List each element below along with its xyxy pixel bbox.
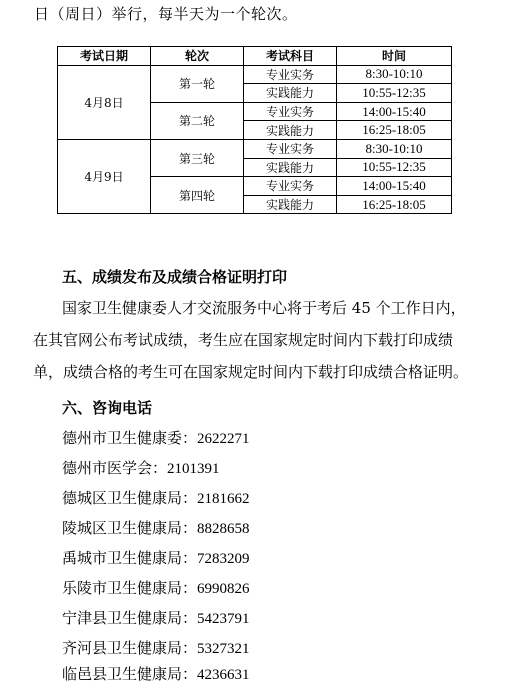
subject-cell: 专业实务: [244, 102, 337, 121]
table-row: [58, 65, 452, 84]
subject-cell: 专业实务: [244, 65, 337, 84]
contact-phone: 8828658: [197, 521, 250, 537]
contact-line: [62, 427, 250, 448]
contact-line: [62, 517, 250, 538]
contact-org: 齐河县卫生健康局：: [62, 639, 198, 657]
time-cell: 14:00-15:40: [337, 102, 452, 121]
contact-line: [62, 577, 250, 598]
section5-heading: 五、成绩发布及成绩合格证明打印: [62, 268, 288, 286]
contact-line: [62, 607, 250, 628]
contact-phone: 7283209: [197, 551, 250, 567]
time-cell: 14:00-15:40: [337, 177, 452, 196]
header-exam-date: 考试日期: [58, 47, 151, 66]
contact-line: [62, 457, 220, 478]
contact-org: 德州市医学会：: [62, 459, 168, 477]
subject-cell: 实践能力: [244, 84, 337, 103]
section5-paragraph-line: 在其官网公布考试成绩，考生应在国家规定时间内下载打印成绩: [33, 331, 454, 349]
contact-line: [62, 547, 250, 568]
contact-phone: 2101391: [167, 461, 220, 477]
contact-phone: 5327321: [197, 641, 250, 657]
intro-line: 日（周日）举行，每半天为一个轮次。: [34, 5, 298, 23]
time-cell: 16:25-18:05: [337, 121, 452, 140]
contact-line: [62, 637, 250, 658]
contact-org: 德城区卫生健康局：: [62, 489, 198, 507]
contact-org: 德州市卫生健康委：: [62, 429, 198, 447]
round-cell: 第四轮: [151, 177, 244, 214]
subject-cell: 专业实务: [244, 139, 337, 158]
header-round: 轮次: [151, 47, 244, 66]
subject-cell: 实践能力: [244, 121, 337, 140]
header-time: 时间: [337, 47, 452, 66]
contact-org: 陵城区卫生健康局：: [62, 519, 198, 537]
contact-org: 临邑县卫生健康局：: [62, 665, 198, 683]
header-subject: 考试科目: [244, 47, 337, 66]
section5-paragraph-line: 单，成绩合格的考生可在国家规定时间内下载打印成绩合格证明。: [33, 363, 469, 381]
table-row: [58, 139, 452, 158]
subject-cell: 实践能力: [244, 158, 337, 177]
contact-phone: 4236631: [197, 667, 250, 683]
time-cell: 10:55-12:35: [337, 84, 452, 103]
subject-cell: 专业实务: [244, 177, 337, 196]
section5-paragraph-line: 国家卫生健康委人才交流服务中心将于考后 45 个工作日内，: [62, 299, 466, 317]
contact-phone: 2622271: [197, 431, 250, 447]
time-cell: 10:55-12:35: [337, 158, 452, 177]
section6-heading: 六、咨询电话: [62, 399, 153, 417]
contact-org: 宁津县卫生健康局：: [62, 609, 198, 627]
subject-cell: 实践能力: [244, 195, 337, 214]
table-header-row: [58, 47, 452, 66]
contact-phone: 6990826: [197, 581, 250, 597]
round-cell: 第三轮: [151, 139, 244, 176]
round-cell: 第一轮: [151, 65, 244, 102]
time-cell: 16:25-18:05: [337, 195, 452, 214]
time-cell: 8:30-10:10: [337, 139, 452, 158]
round-cell: 第二轮: [151, 102, 244, 139]
contact-org: 禹城市卫生健康局：: [62, 549, 198, 567]
exam-schedule-table: [57, 46, 452, 214]
contact-org: 乐陵市卫生健康局：: [62, 579, 198, 597]
contact-phone: 2181662: [197, 491, 250, 507]
contact-line: [62, 663, 250, 684]
contact-phone: 5423791: [197, 611, 250, 627]
time-cell: 8:30-10:10: [337, 65, 452, 84]
exam-date-cell: 4月9日: [58, 139, 151, 213]
contact-line: [62, 487, 250, 508]
exam-date-cell: 4月8日: [58, 65, 151, 139]
